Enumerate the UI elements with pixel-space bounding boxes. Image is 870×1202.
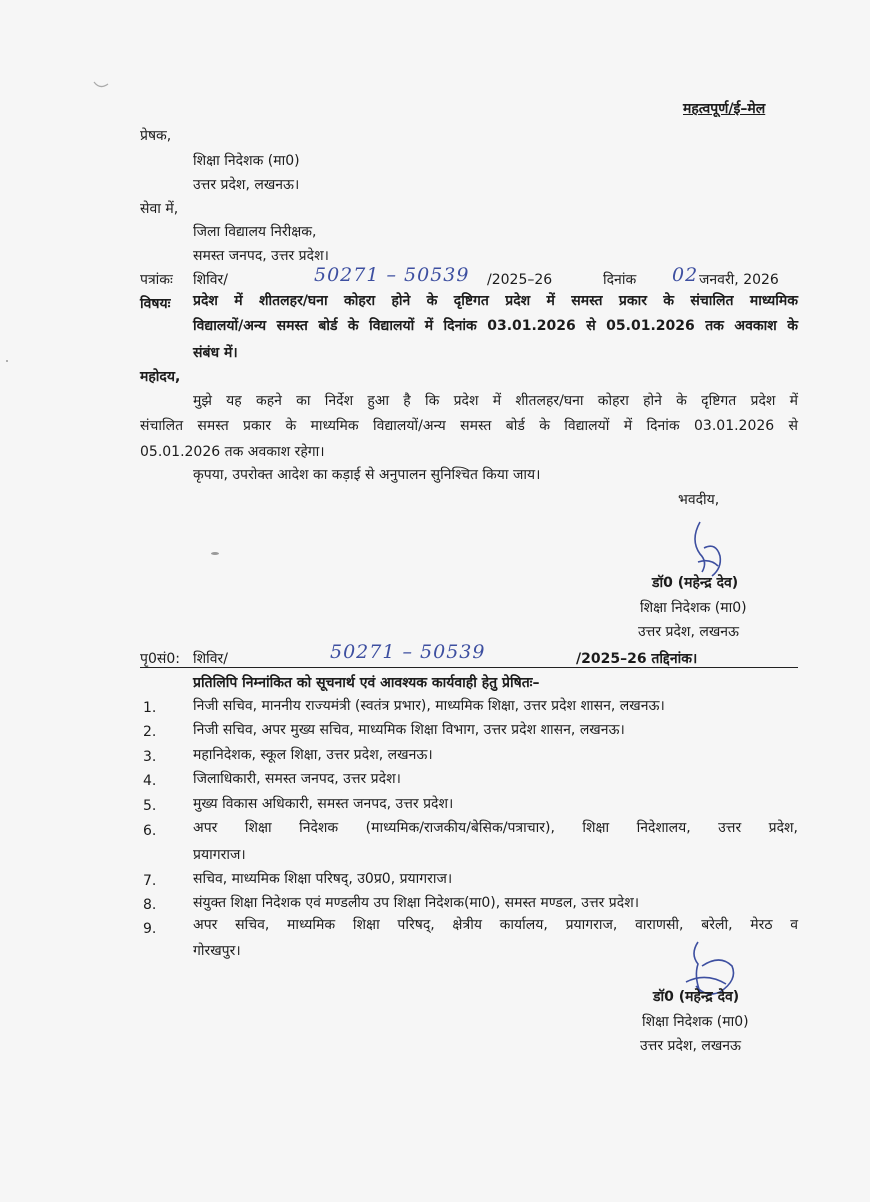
signatory-name-1: डॉ0 (महेन्द्र देव) xyxy=(652,575,739,591)
list-item: निजी सचिव, अपर मुख्य सचिव, माध्यमिक शिक्षा विभाग, उत्तर प्रदेश शासन, लखनऊ। xyxy=(193,722,625,738)
list-item: मुख्य विकास अधिकारी, समस्त जनपद, उत्तर प्रदेश। xyxy=(193,796,454,812)
endorsement-prefix: शिविर/ xyxy=(193,651,228,667)
list-item-number: 6. xyxy=(143,823,157,839)
list-item-number: 5. xyxy=(143,798,157,814)
closing: भवदीय, xyxy=(678,492,720,508)
list-item-number: 4. xyxy=(143,773,157,789)
scan-speck xyxy=(6,360,8,362)
handwritten-date: 02 xyxy=(672,264,699,286)
recipient-line-2: समस्त जनपद, उत्तर प्रदेश। xyxy=(193,248,329,264)
body-line-1: मुझे यह कहने का निर्देश हुआ है कि प्रदेश में शीतलहर/घना कोहरा होने के दृष्टिगत प्रदेश में xyxy=(193,393,798,409)
signatory-designation-2: शिक्षा निदेशक (मा0) xyxy=(642,1014,749,1030)
list-item: निजी सचिव, माननीय राज्यमंत्री (स्वतंत्र प्रभार), माध्यमिक शिक्षा, उत्तर प्रदेश शासन, लखनऊ। xyxy=(193,698,665,714)
list-item-number: 9. xyxy=(143,921,157,937)
list-item-continuation: प्रयागराज। xyxy=(193,847,246,863)
copy-intro: प्रतिलिपि निम्नांकित को सूचनार्थ एवं आवश्यक कार्यवाही हेतु प्रेषितः– xyxy=(193,675,540,691)
subject-line-2: विद्यालयों/अन्य समस्त बोर्ड के विद्यालयों में दिनांक 03.01.2026 से 05.01.2026 तक अवकाश के xyxy=(193,318,798,334)
subject-line-1: प्रदेश में शीतलहर/घना कोहरा होने के दृष्टिगत प्रदेश में समस्त प्रकार के संचालित माध्यमिक xyxy=(193,293,798,309)
endorsement-label: पृ0सं0: xyxy=(140,651,180,667)
signatory-name-2: डॉ0 (महेन्द्र देव) xyxy=(653,989,740,1005)
handwritten-endorsement-number: 50271 – 50539 xyxy=(330,641,486,663)
date-label: दिनांक xyxy=(603,272,637,288)
body-line-2: संचालित समस्त प्रकार के माध्यमिक विद्यालयों/अन्य समस्त बोर्ड के विद्यालयों में दिनांक 03.01.2026 से xyxy=(140,418,798,434)
body-line-3: 05.01.2026 तक अवकाश रहेगा। xyxy=(140,444,325,460)
signatory-designation-1: शिक्षा निदेशक (मा0) xyxy=(640,600,747,616)
scan-speck xyxy=(211,552,219,555)
body-para-2: कृपया, उपरोक्त आदेश का कड़ाई से अनुपालन सुनिश्चित किया जाय। xyxy=(193,467,541,483)
reference-prefix: शिविर/ xyxy=(193,272,228,288)
divider-line xyxy=(140,667,798,668)
sender-line-1: शिक्षा निदेशक (मा0) xyxy=(193,153,300,169)
subject-label: विषयः xyxy=(140,296,171,312)
list-item-number: 3. xyxy=(143,749,157,765)
list-item: महानिदेशक, स्कूल शिक्षा, उत्तर प्रदेश, लखनऊ। xyxy=(193,747,433,763)
date-month-year: जनवरी, 2026 xyxy=(699,272,779,288)
list-item: अपर सचिव, माध्यमिक शिक्षा परिषद्, क्षेत्रीय कार्यालय, प्रयागराज, वाराणसी, बरेली, मेरठ व xyxy=(193,917,798,933)
list-item: सचिव, माध्यमिक शिक्षा परिषद्, उ0प्र0, प्रयागराज। xyxy=(193,871,453,887)
scan-mark-icon xyxy=(92,78,112,92)
recipient-label: सेवा में, xyxy=(140,201,179,217)
sender-line-2: उत्तर प्रदेश, लखनऊ। xyxy=(193,177,300,193)
signatory-place-1: उत्तर प्रदेश, लखनऊ xyxy=(638,624,740,640)
priority-tag: महत्वपूर्ण/ई–मेल xyxy=(683,101,766,117)
salutation: महोदय, xyxy=(140,369,181,385)
sender-label: प्रेषक, xyxy=(140,128,172,144)
reference-year: /2025–26 xyxy=(487,272,553,288)
signatory-place-2: उत्तर प्रदेश, लखनऊ xyxy=(640,1038,742,1054)
recipient-line-1: जिला विद्यालय निरीक्षक, xyxy=(193,224,317,240)
list-item-continuation: गोरखपुर। xyxy=(193,943,241,959)
signature-mark-1 xyxy=(686,518,736,580)
list-item-number: 8. xyxy=(143,897,157,913)
reference-label: पत्रांकः xyxy=(140,272,173,288)
list-item-number: 1. xyxy=(143,700,157,716)
list-item-number: 7. xyxy=(143,873,157,889)
subject-line-3: संबंध में। xyxy=(193,345,238,361)
list-item: जिलाधिकारी, समस्त जनपद, उत्तर प्रदेश। xyxy=(193,771,401,787)
list-item-number: 2. xyxy=(143,724,157,740)
list-item: अपर शिक्षा निदेशक (माध्यमिक/राजकीय/बेसिक/पत्राचार), शिक्षा निदेशालय, उत्तर प्रदेश, xyxy=(193,820,798,836)
list-item: संयुक्त शिक्षा निदेशक एवं मण्डलीय उप शिक्षा निदेशक(मा0), समस्त मण्डल, उत्तर प्रदेश। xyxy=(193,895,640,911)
endorsement-suffix: /2025–26 तद्दिनांक। xyxy=(576,651,698,667)
handwritten-reference-number: 50271 – 50539 xyxy=(314,264,470,286)
